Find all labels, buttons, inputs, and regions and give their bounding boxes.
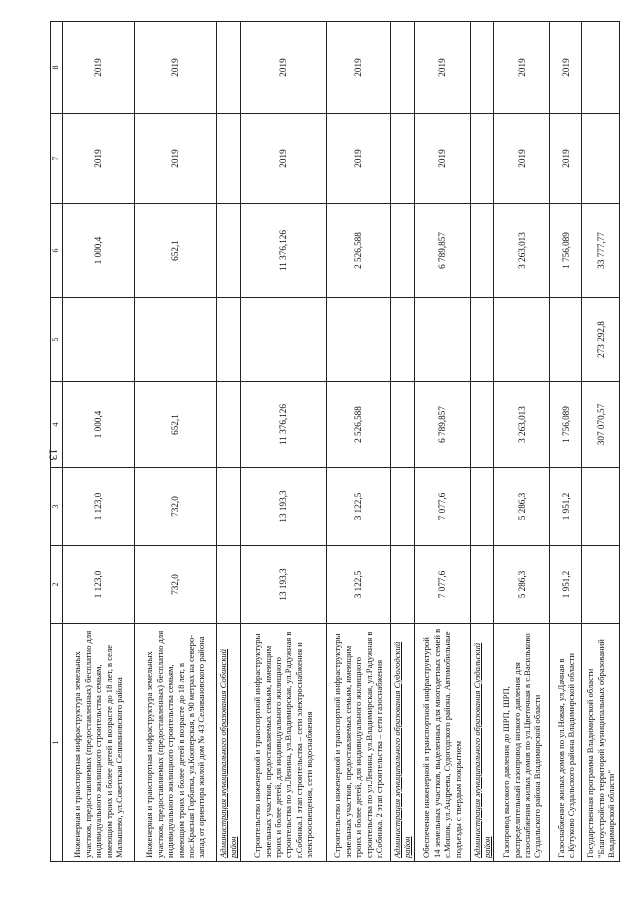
section-title: Администрация муниципального образования Суздальский район xyxy=(470,624,494,862)
table-row xyxy=(582,22,620,862)
cell-value: 6 789,857 xyxy=(414,382,470,468)
cell-value: 2019 xyxy=(494,22,550,114)
cell-value xyxy=(63,298,135,382)
empty-cell xyxy=(390,22,414,114)
empty-cell xyxy=(217,22,241,114)
cell-value: 1 000,4 xyxy=(63,204,135,298)
section-row xyxy=(390,22,414,862)
cell-value xyxy=(582,22,620,114)
empty-cell xyxy=(390,546,414,624)
empty-cell xyxy=(470,546,494,624)
cell-value xyxy=(414,298,470,382)
empty-cell xyxy=(470,204,494,298)
cell-value xyxy=(135,298,217,382)
cell-value: 5 286,3 xyxy=(494,546,550,624)
header-cell: 7 xyxy=(51,114,63,204)
header-cell: 3 xyxy=(51,468,63,546)
empty-cell xyxy=(217,204,241,298)
cell-value: 2019 xyxy=(414,22,470,114)
cell-value: 2019 xyxy=(326,114,390,204)
cell-value xyxy=(582,468,620,546)
cell-value: 2019 xyxy=(63,114,135,204)
cell-value: 2019 xyxy=(550,114,582,204)
table-row xyxy=(494,22,550,862)
header-cell: 2 xyxy=(51,546,63,624)
cell-value: 2019 xyxy=(326,22,390,114)
cell-value: 6 789,857 xyxy=(414,204,470,298)
cell-value: 273 292,8 xyxy=(582,298,620,382)
header-cell: 5 xyxy=(51,298,63,382)
empty-cell xyxy=(470,114,494,204)
empty-cell xyxy=(470,22,494,114)
cell-value: 13 193,3 xyxy=(240,468,326,546)
cell-value: 3 122,5 xyxy=(326,546,390,624)
cell-value: 732,0 xyxy=(135,468,217,546)
cell-value: 732,0 xyxy=(135,546,217,624)
section-title: Администрация муниципального образования Собинский район xyxy=(217,624,241,862)
empty-cell xyxy=(217,298,241,382)
row-description: Газоснабжение жилых домов по ул.Новая, ул.Дачная в с.Кутуково Суздальского района Владимирской области xyxy=(550,624,582,862)
empty-cell xyxy=(470,382,494,468)
cell-value: 7 077,6 xyxy=(414,546,470,624)
empty-cell xyxy=(390,382,414,468)
section-row xyxy=(470,22,494,862)
cell-value: 2019 xyxy=(135,22,217,114)
row-description: Обеспечение инженерной и транспортной инфраструктурой 14 земельных участков, выделенных для многодетных семей в с.Мошок, ул.Андреева, Судогодского района. Автомобильные подъезды с твердым покрытием xyxy=(414,624,470,862)
table-row xyxy=(240,22,326,862)
row-description: Строительство инженерной и транспортной инфраструктуры земельных участков, предоставляемых семьям, имеющим троих и более детей, для индивидуального жилищного строительства по ул.Ленина, ул.Владимирская, ул.Радужная в г.Собинка.1 этап строительства – сети электроснабжения и электроосвещения, сети водоснабжения xyxy=(240,624,326,862)
cell-value: 1 756,089 xyxy=(550,204,582,298)
table-row xyxy=(550,22,582,862)
row-description: Инженерная и транспортная инфраструктура земельных участков, предоставляемых (предоставленных) бесплатно для индивидуального жилищного строительства семьям, имеющим троих и более детей в возрасте до 18 лет, в селе Малышево, ул.Советская Селивановского района xyxy=(63,624,135,862)
section-title: Администрация муниципального образования Судогодский район xyxy=(390,624,414,862)
cell-value: 1 756,089 xyxy=(550,382,582,468)
cell-value: 13 193,3 xyxy=(240,546,326,624)
cell-value xyxy=(240,298,326,382)
row-description: Газопровод высокого давления до ШРП, ШРП, распределительный газопровод низкого давления для газоснабжения жилых домов по ул.Цветочная в с.Васильково Суздальского района Владимирской области xyxy=(494,624,550,862)
header-cell: 8 xyxy=(51,22,63,114)
table-row xyxy=(414,22,470,862)
cell-value: 3 263,013 xyxy=(494,204,550,298)
cell-value: 2019 xyxy=(414,114,470,204)
data-table xyxy=(50,21,620,862)
empty-cell xyxy=(217,468,241,546)
empty-cell xyxy=(390,468,414,546)
cell-value: 1 123,0 xyxy=(63,546,135,624)
cell-value: 7 077,6 xyxy=(414,468,470,546)
landscape-table-area xyxy=(50,22,617,862)
cell-value: 2 526,588 xyxy=(326,204,390,298)
header-cell: 4 xyxy=(51,382,63,468)
cell-value: 5 286,3 xyxy=(494,468,550,546)
cell-value: 2 526,588 xyxy=(326,382,390,468)
cell-value xyxy=(550,298,582,382)
row-description: Строительство инженерной и транспортной инфраструктуры земельных участков, предоставляемых семьям, имеющим троих и более детей, для индивидуального жилищного строительства по ул.Ленина, ул.Владимирская, ул.Радужная в г.Собинка. 2 этап строительства – сети газоснабжения xyxy=(326,624,390,862)
cell-value: 2019 xyxy=(240,22,326,114)
cell-value: 2019 xyxy=(550,22,582,114)
empty-cell xyxy=(390,298,414,382)
empty-cell xyxy=(390,204,414,298)
cell-value: 2019 xyxy=(135,114,217,204)
empty-cell xyxy=(217,114,241,204)
header-cell: 6 xyxy=(51,204,63,298)
cell-value: 11 376,126 xyxy=(240,382,326,468)
table-row xyxy=(326,22,390,862)
cell-value xyxy=(582,114,620,204)
cell-value: 33 777,77 xyxy=(582,204,620,298)
cell-value xyxy=(582,546,620,624)
row-description: Инженерная и транспортная инфраструктура земельных участков, предоставляемых (предоставленных) бесплатно для индивидуального жилищного строительства семьям, имеющим троих и более детей в возрасте до 18 лет, в пос.Красная Горбатка, ул.Кооперская, в 90 метрах на северо-запад от ориентира жилой дом № 43 Селивановского района xyxy=(135,624,217,862)
cell-value: 652,1 xyxy=(135,204,217,298)
cell-value: 2019 xyxy=(63,22,135,114)
cell-value: 3 122,5 xyxy=(326,468,390,546)
empty-cell xyxy=(217,546,241,624)
header-row xyxy=(51,22,63,862)
cell-value: 307 070,57 xyxy=(582,382,620,468)
row-description: Государственная программа Владимирской области "Благоустройство территорий муниципальных образований Владимирской области" xyxy=(582,624,620,862)
table-row xyxy=(135,22,217,862)
empty-cell xyxy=(390,114,414,204)
empty-cell xyxy=(470,298,494,382)
empty-cell xyxy=(470,468,494,546)
cell-value: 2019 xyxy=(494,114,550,204)
cell-value: 1 123,0 xyxy=(63,468,135,546)
cell-value xyxy=(494,298,550,382)
cell-value: 652,1 xyxy=(135,382,217,468)
cell-value: 1 951,2 xyxy=(550,468,582,546)
cell-value: 1 000,4 xyxy=(63,382,135,468)
cell-value: 2019 xyxy=(240,114,326,204)
cell-value: 1 951,2 xyxy=(550,546,582,624)
cell-value: 3 263,013 xyxy=(494,382,550,468)
cell-value xyxy=(326,298,390,382)
header-cell: 1 xyxy=(51,624,63,862)
page-number: 13 xyxy=(46,448,61,461)
empty-cell xyxy=(217,382,241,468)
table-row xyxy=(63,22,135,862)
section-row xyxy=(217,22,241,862)
cell-value: 11 376,126 xyxy=(240,204,326,298)
